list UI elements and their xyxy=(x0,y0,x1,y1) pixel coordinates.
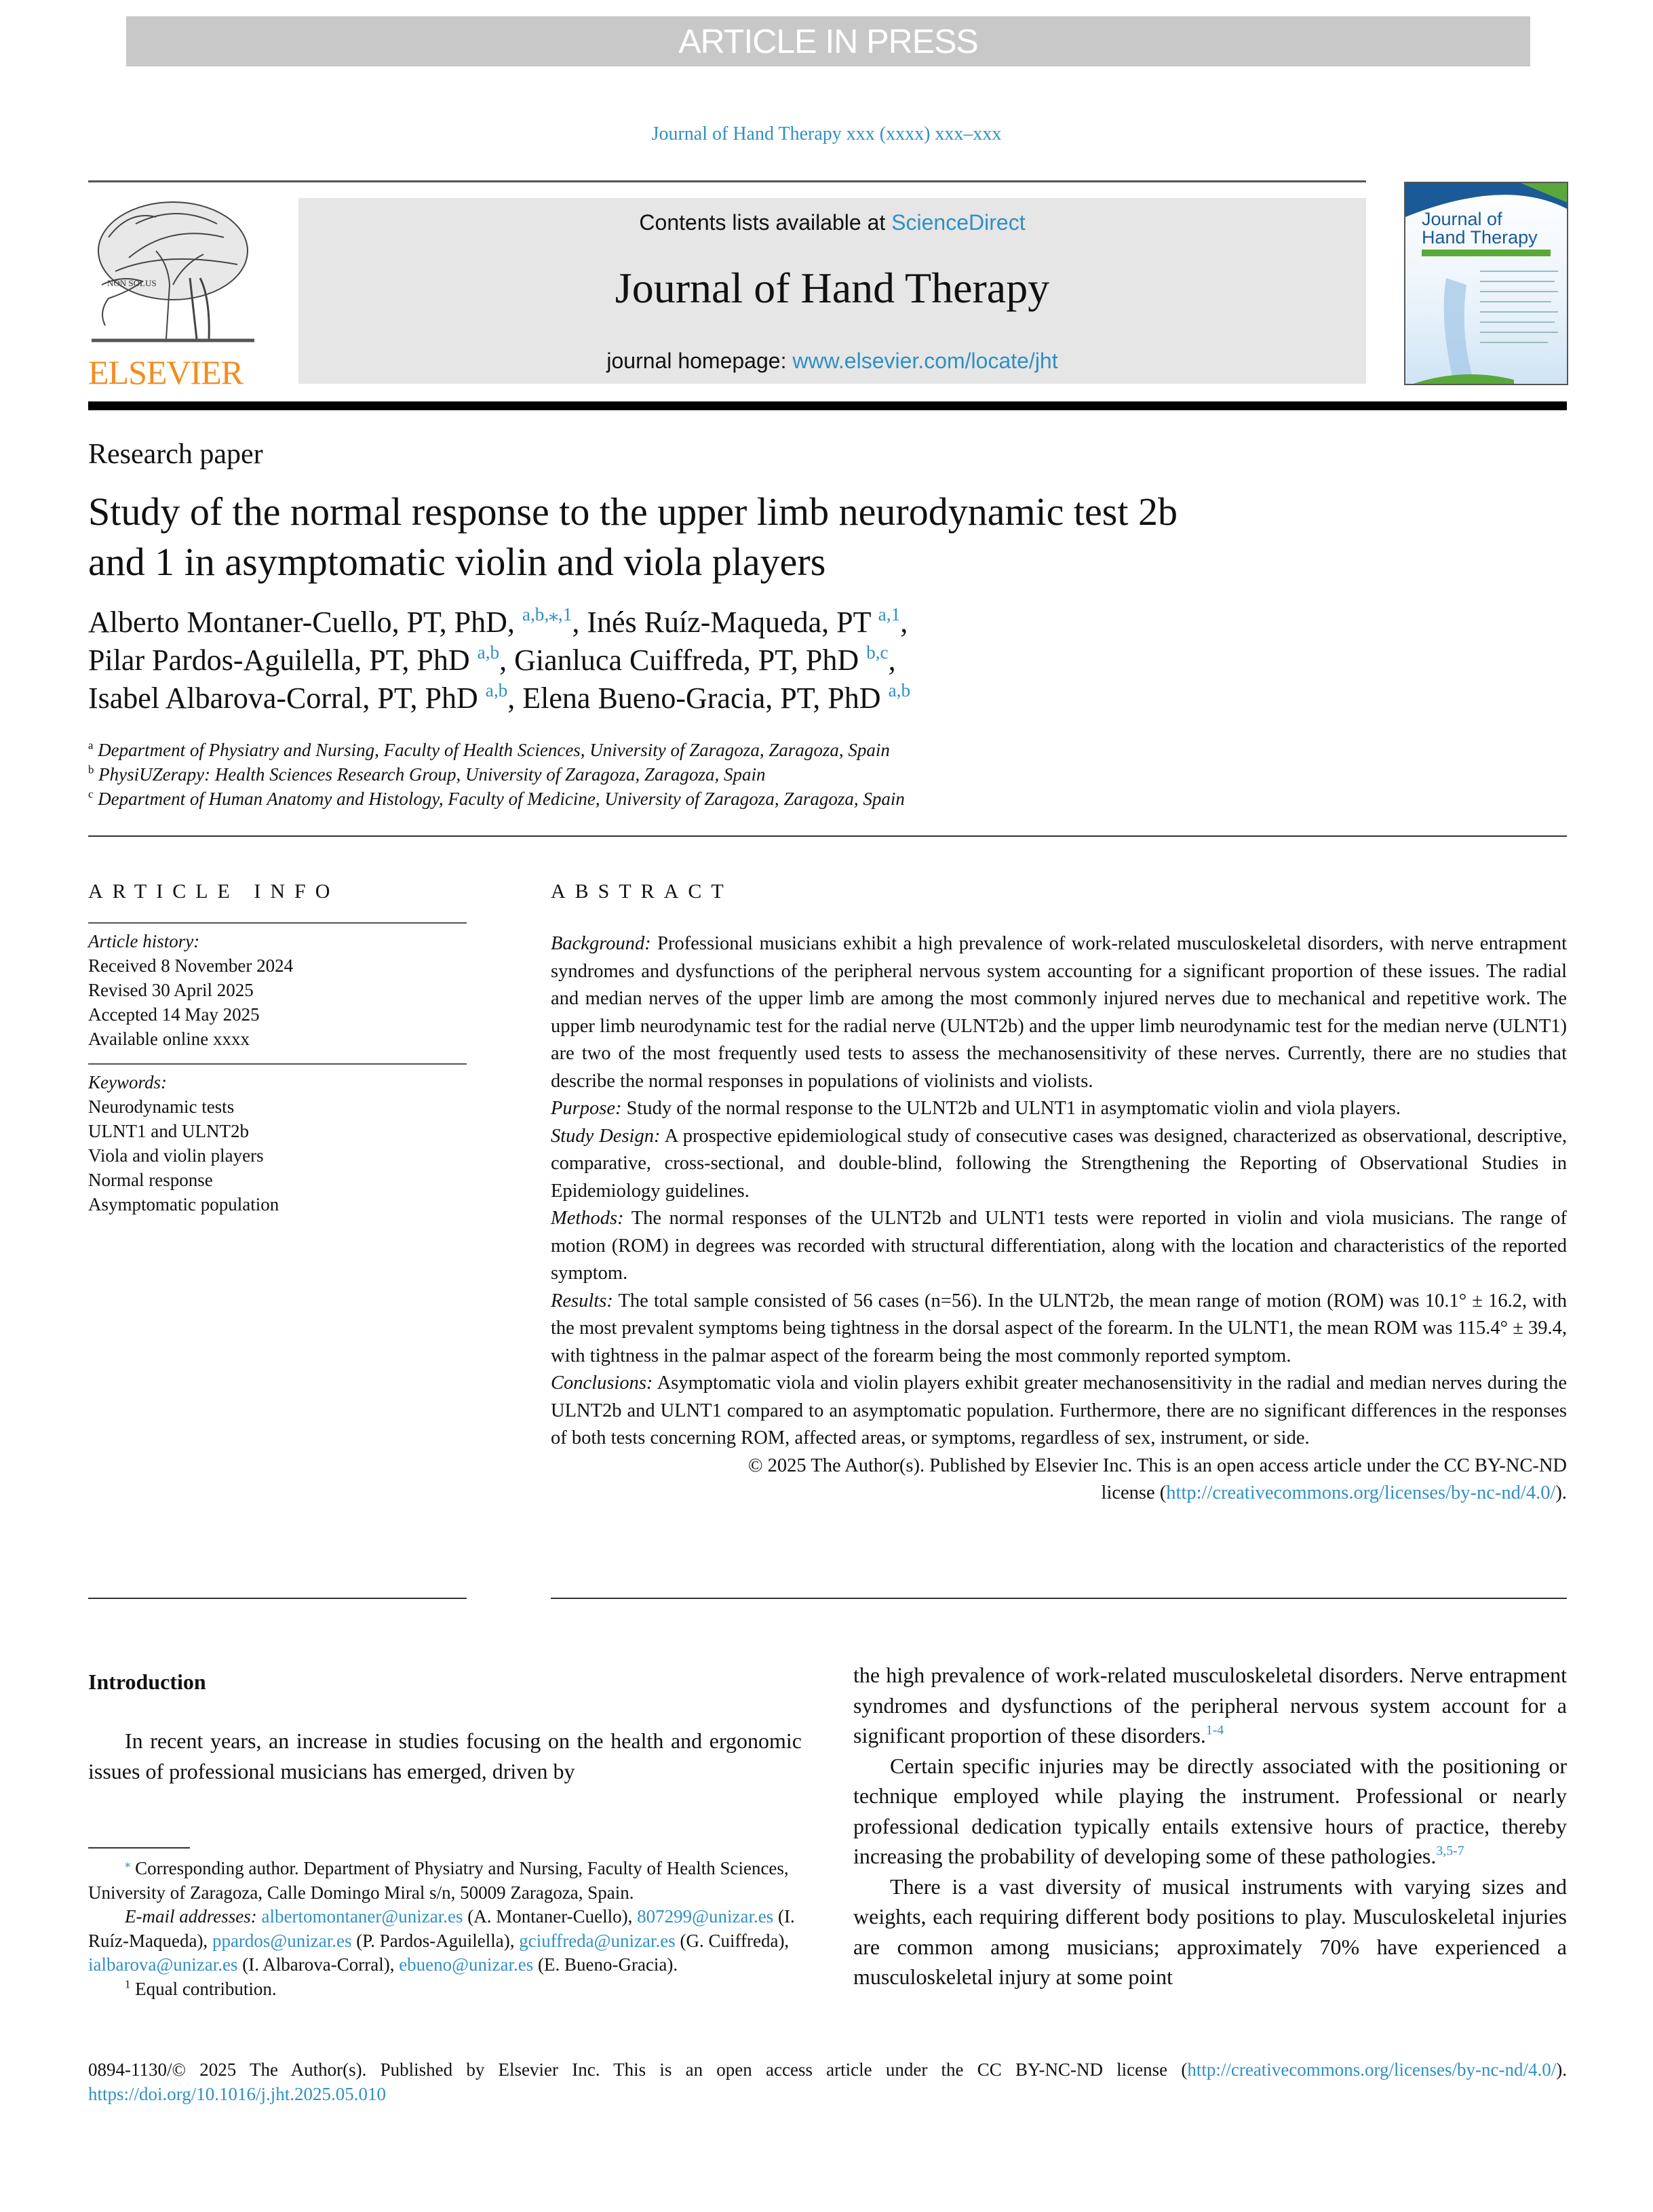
keyword: ULNT1 and ULNT2b xyxy=(88,1121,249,1141)
issn-license-line: 0894-1130/© 2025 The Author(s). Published by Elsevier Inc. This is an open access article under the CC BY-NC-ND license (http://creativecommons.org/licenses/by-nc-nd/4.0/). xyxy=(88,2059,1567,2080)
author-affiliation-marks[interactable]: a,b xyxy=(485,680,508,701)
citation-link[interactable]: 1-4 xyxy=(1205,1722,1224,1738)
affiliation-c: $^c$ Department of Human Anatomy and Histology, Faculty of Medicine, University of Zaragoza, Zaragoza, Spain xyxy=(88,787,905,809)
email-addresses: E-mail addresses: albertomontaner@unizar.es (A. Montaner-Cuello), 807299@unizar.es (I. Ruíz-Maqueda), ppardos@unizar.es (P. Pardos-Aguilella), gciuffreda@unizar.es (G. Cuiffreda), ialbarova@unizar.es (I. Albarova-Corral), ebueno@unizar.es (E. Bueno-Gracia). xyxy=(88,1906,795,1975)
email-link[interactable]: gciuffreda@unizar.es xyxy=(519,1930,676,1951)
intro-paragraph: Certain specific injuries may be directly associated with the positioning or technique employed while playing the instrument. Professional or nearly professional dedication typically entails extensive hours of practice, thereby increasing the probability of developing some of these pathologies.$^{3,5-7}$ xyxy=(853,1753,1567,1868)
affiliation-b: $^b$ PhysiUZerapy: Health Sciences Research Group, University of Zaragoza, Zaragoza, Spain xyxy=(88,763,766,785)
introduction-heading: Introduction xyxy=(88,1670,206,1694)
footnotes xyxy=(88,1857,802,2001)
history-received: Received 8 November 2024 xyxy=(88,955,294,976)
abstract-background: Background: Professional musicians exhibit a high prevalence of work-related musculoskeletal disorders, with nerve entrapment syndromes and dysfunctions of the peripheral nervous system accounting for a significant proportion of these issues. The radial and median nerves of the upper limb are among the most commonly injured nerves due to mechanical and repetitive work. The upper limb neurodynamic test for the radial nerve (ULNT2b) and the upper limb neurodynamic test for the median nerve (ULNT1) are two of the most frequently used tests to assess the mechanosensitivity of these nerves. Currently, there are no studies that describe the normal responses in populations of violinists and violists. xyxy=(551,933,1567,1092)
abstract-bottom-rule xyxy=(551,1598,1567,1599)
sciencedirect-link[interactable]: ScienceDirect xyxy=(891,210,1026,235)
equal-contribution-note: $^1$ Equal contribution. xyxy=(125,1977,277,1999)
keyword: Asymptomatic population xyxy=(88,1194,279,1214)
author-name: Elena Bueno-Gracia, PT, PhD xyxy=(522,682,889,715)
author-affiliation-marks[interactable]: a,b,⁎,1 xyxy=(522,604,572,625)
contents-line: Contents lists available at ScienceDirect xyxy=(639,210,1026,235)
doi-link[interactable]: https://doi.org/10.1016/j.jht.2025.05.010 xyxy=(88,2084,387,2104)
abstract-methods: Methods: The normal responses of the ULNT2b and ULNT1 tests were reported in violin and viola musicians. The range of motion (ROM) in degrees was recorded with structural differentiation, along with the location and characteristics of the reported symptom. xyxy=(551,1208,1567,1284)
footer-license-link[interactable]: http://creativecommons.org/licenses/by-nc-nd/4.0/ xyxy=(1187,2059,1557,2080)
journal-homepage-link[interactable]: www.elsevier.com/locate/jht xyxy=(792,349,1058,373)
page-footer xyxy=(88,2057,1567,2106)
abstract-copyright: © 2025 The Author(s). Published by Elsevier Inc. This is an open access article under the CC BY-NC-ND license (http://creativecommons.org/licenses/by-nc-nd/4.0/). xyxy=(747,1455,1567,1503)
author-line-2: Pilar Pardos-Aguilella, PT, PhD $^{a,b}$, Gianluca Cuiffreda, PT, PhD $^{b,c}$, xyxy=(88,642,896,677)
article-info-heading: ARTICLE INFO xyxy=(88,880,340,903)
keywords-label: Keywords: xyxy=(88,1072,167,1092)
intro-paragraph: the high prevalence of work-related musculoskeletal disorders. Nerve entrapment syndromes and dysfunctions of the peripheral nervous system account for a significant proportion of these disorders.$^{1-4}$ xyxy=(853,1663,1567,1747)
affiliations xyxy=(88,738,1309,811)
article-in-press-banner: ARTICLE IN PRESS xyxy=(126,16,1530,66)
email-link[interactable]: ialbarova@unizar.es xyxy=(88,1954,238,1975)
abstract-body xyxy=(551,930,1567,1507)
email-link[interactable]: 807299@unizar.es xyxy=(637,1906,774,1927)
footnote-rule xyxy=(88,1847,190,1849)
author-name: Inés Ruíz-Maqueda, PT xyxy=(587,606,878,639)
intro-paragraph: In recent years, an increase in studies focusing on the health and ergonomic issues of professional musicians has emerged, driven by xyxy=(88,1729,802,1783)
article-title: Study of the normal response to the upper limb neurodynamic test 2b and 1 in asymptomatic violin and viola players xyxy=(88,490,1178,584)
intro-paragraph: There is a vast diversity of musical instruments with varying sizes and weights, each requiring different body positions to play. Musculoskeletal injuries are common among musicians; approximately 70% have experienced a musculoskeletal injury at some point xyxy=(853,1874,1567,1989)
email-link[interactable]: ppardos@unizar.es xyxy=(212,1930,352,1951)
affiliation-a: $^a$ Department of Physiatry and Nursing, Faculty of Health Sciences, University of Zaragoza, Zaragoza, Spain xyxy=(88,738,890,760)
keyword: Normal response xyxy=(88,1170,213,1190)
author-list xyxy=(88,604,1241,717)
keyword: Viola and violin players xyxy=(88,1145,264,1166)
history-label: Article history: xyxy=(88,931,200,951)
cc-license-link[interactable]: http://creativecommons.org/licenses/by-nc-nd/4.0/ xyxy=(1166,1482,1556,1503)
author-affiliation-marks[interactable]: a,1 xyxy=(878,604,901,625)
author-line-3: Isabel Albarova-Corral, PT, PhD $^{a,b}$, Elena Bueno-Gracia, PT, PhD $^{a,b}$ xyxy=(88,680,911,715)
info-bottom-rule xyxy=(88,1598,467,1599)
author-affiliation-marks[interactable]: b,c xyxy=(866,642,889,663)
citation-link[interactable]: 3,5-7 xyxy=(1436,1843,1464,1859)
abstract-conclusions: Conclusions: Asymptomatic viola and violin players exhibit greater mechanosensitivity in the radial and median nerves during the ULNT2b and ULNT1 compared to an asymptomatic population. Furthermore, there are no significant differences in the responses of both tests concerning ROM, affected areas, or symptoms, regardless of sex, instrument, or side. xyxy=(551,1372,1567,1448)
intro-right-column xyxy=(853,1660,1567,1992)
cover-green-bar xyxy=(1422,250,1551,256)
title-block-rule xyxy=(88,835,1567,837)
corresponding-author-note: ⁎ Corresponding author. Department of Physiatry and Nursing, Faculty of Health Sciences, University of Zaragoza, Calle Domingo Miral s/n, 50009 Zaragoza, Spain. xyxy=(88,1857,789,1903)
author-name: Isabel Albarova-Corral, PT, PhD xyxy=(88,682,486,715)
asterisk-mark: ⁎ xyxy=(125,1857,131,1870)
header-top-rule xyxy=(88,180,1366,182)
header-thick-rule xyxy=(88,401,1567,410)
author-name: Pilar Pardos-Aguilella, PT, PhD xyxy=(88,644,478,677)
journal-header-box xyxy=(298,198,1366,384)
author-affiliation-marks[interactable]: a,b xyxy=(888,680,911,701)
history-accepted: Accepted 14 May 2025 xyxy=(88,1004,260,1025)
author-name: Alberto Montaner-Cuello, PT, PhD, xyxy=(88,606,522,639)
history-revised: Revised 30 April 2025 xyxy=(88,980,254,1000)
intro-left-column xyxy=(88,1726,802,1786)
abstract-heading: ABSTRACT xyxy=(551,880,733,903)
email-link[interactable]: albertomontaner@unizar.es xyxy=(261,1906,463,1927)
abstract-study-design: Study Design: A prospective epidemiological study of consecutive cases was designed, characterized as observational, descriptive, comparative, cross-sectional, and double-blind, following the Strengthening the Reporting of Observational Studies in Epidemiology guidelines. xyxy=(551,1125,1567,1202)
email-link[interactable]: ebueno@unizar.es xyxy=(399,1954,534,1975)
info-rule xyxy=(88,1063,467,1065)
keyword: Neurodynamic tests xyxy=(88,1097,235,1117)
journal-reference-link[interactable]: Journal of Hand Therapy xxx (xxxx) xxx–xxx xyxy=(651,123,1002,144)
article-info-panel xyxy=(88,922,467,1217)
journal-name: Journal of Hand Therapy xyxy=(615,264,1050,312)
author-name: Gianluca Cuiffreda, PT, PhD xyxy=(514,644,867,677)
article-type: Research paper xyxy=(88,439,263,470)
history-online: Available online xxxx xyxy=(88,1029,250,1049)
author-affiliation-marks[interactable]: a,b xyxy=(477,642,500,663)
svg-text:NON SOLUS: NON SOLUS xyxy=(107,278,157,288)
elsevier-wordmark: ELSEVIER xyxy=(88,353,244,391)
abstract-results: Results: The total sample consisted of 56 cases (n=56). In the ULNT2b, the mean range of motion (ROM) was 10.1° ± 16.2, with the most prevalent symptoms being tightness in the dorsal aspect of the forearm. In the ULNT1, the mean ROM was 115.4° ± 39.4, with tightness in the palmar aspect of the forearm being the most commonly reported symptom. xyxy=(551,1290,1567,1366)
info-rule xyxy=(88,922,467,924)
homepage-line: journal homepage: www.elsevier.com/locate/jht xyxy=(606,349,1058,373)
journal-cover-thumbnail[interactable] xyxy=(1404,182,1568,385)
abstract-purpose: Purpose: Study of the normal response to the ULNT2b and ULNT1 in asymptomatic violin and viola players. xyxy=(551,1098,1401,1119)
cover-title: Journal of Hand Therapy xyxy=(1422,209,1538,248)
author-line-1: Alberto Montaner-Cuello, PT, PhD, $^{a,b,⁎,1}$, Inés Ruíz-Maqueda, PT $^{a,1}$, xyxy=(88,604,908,639)
